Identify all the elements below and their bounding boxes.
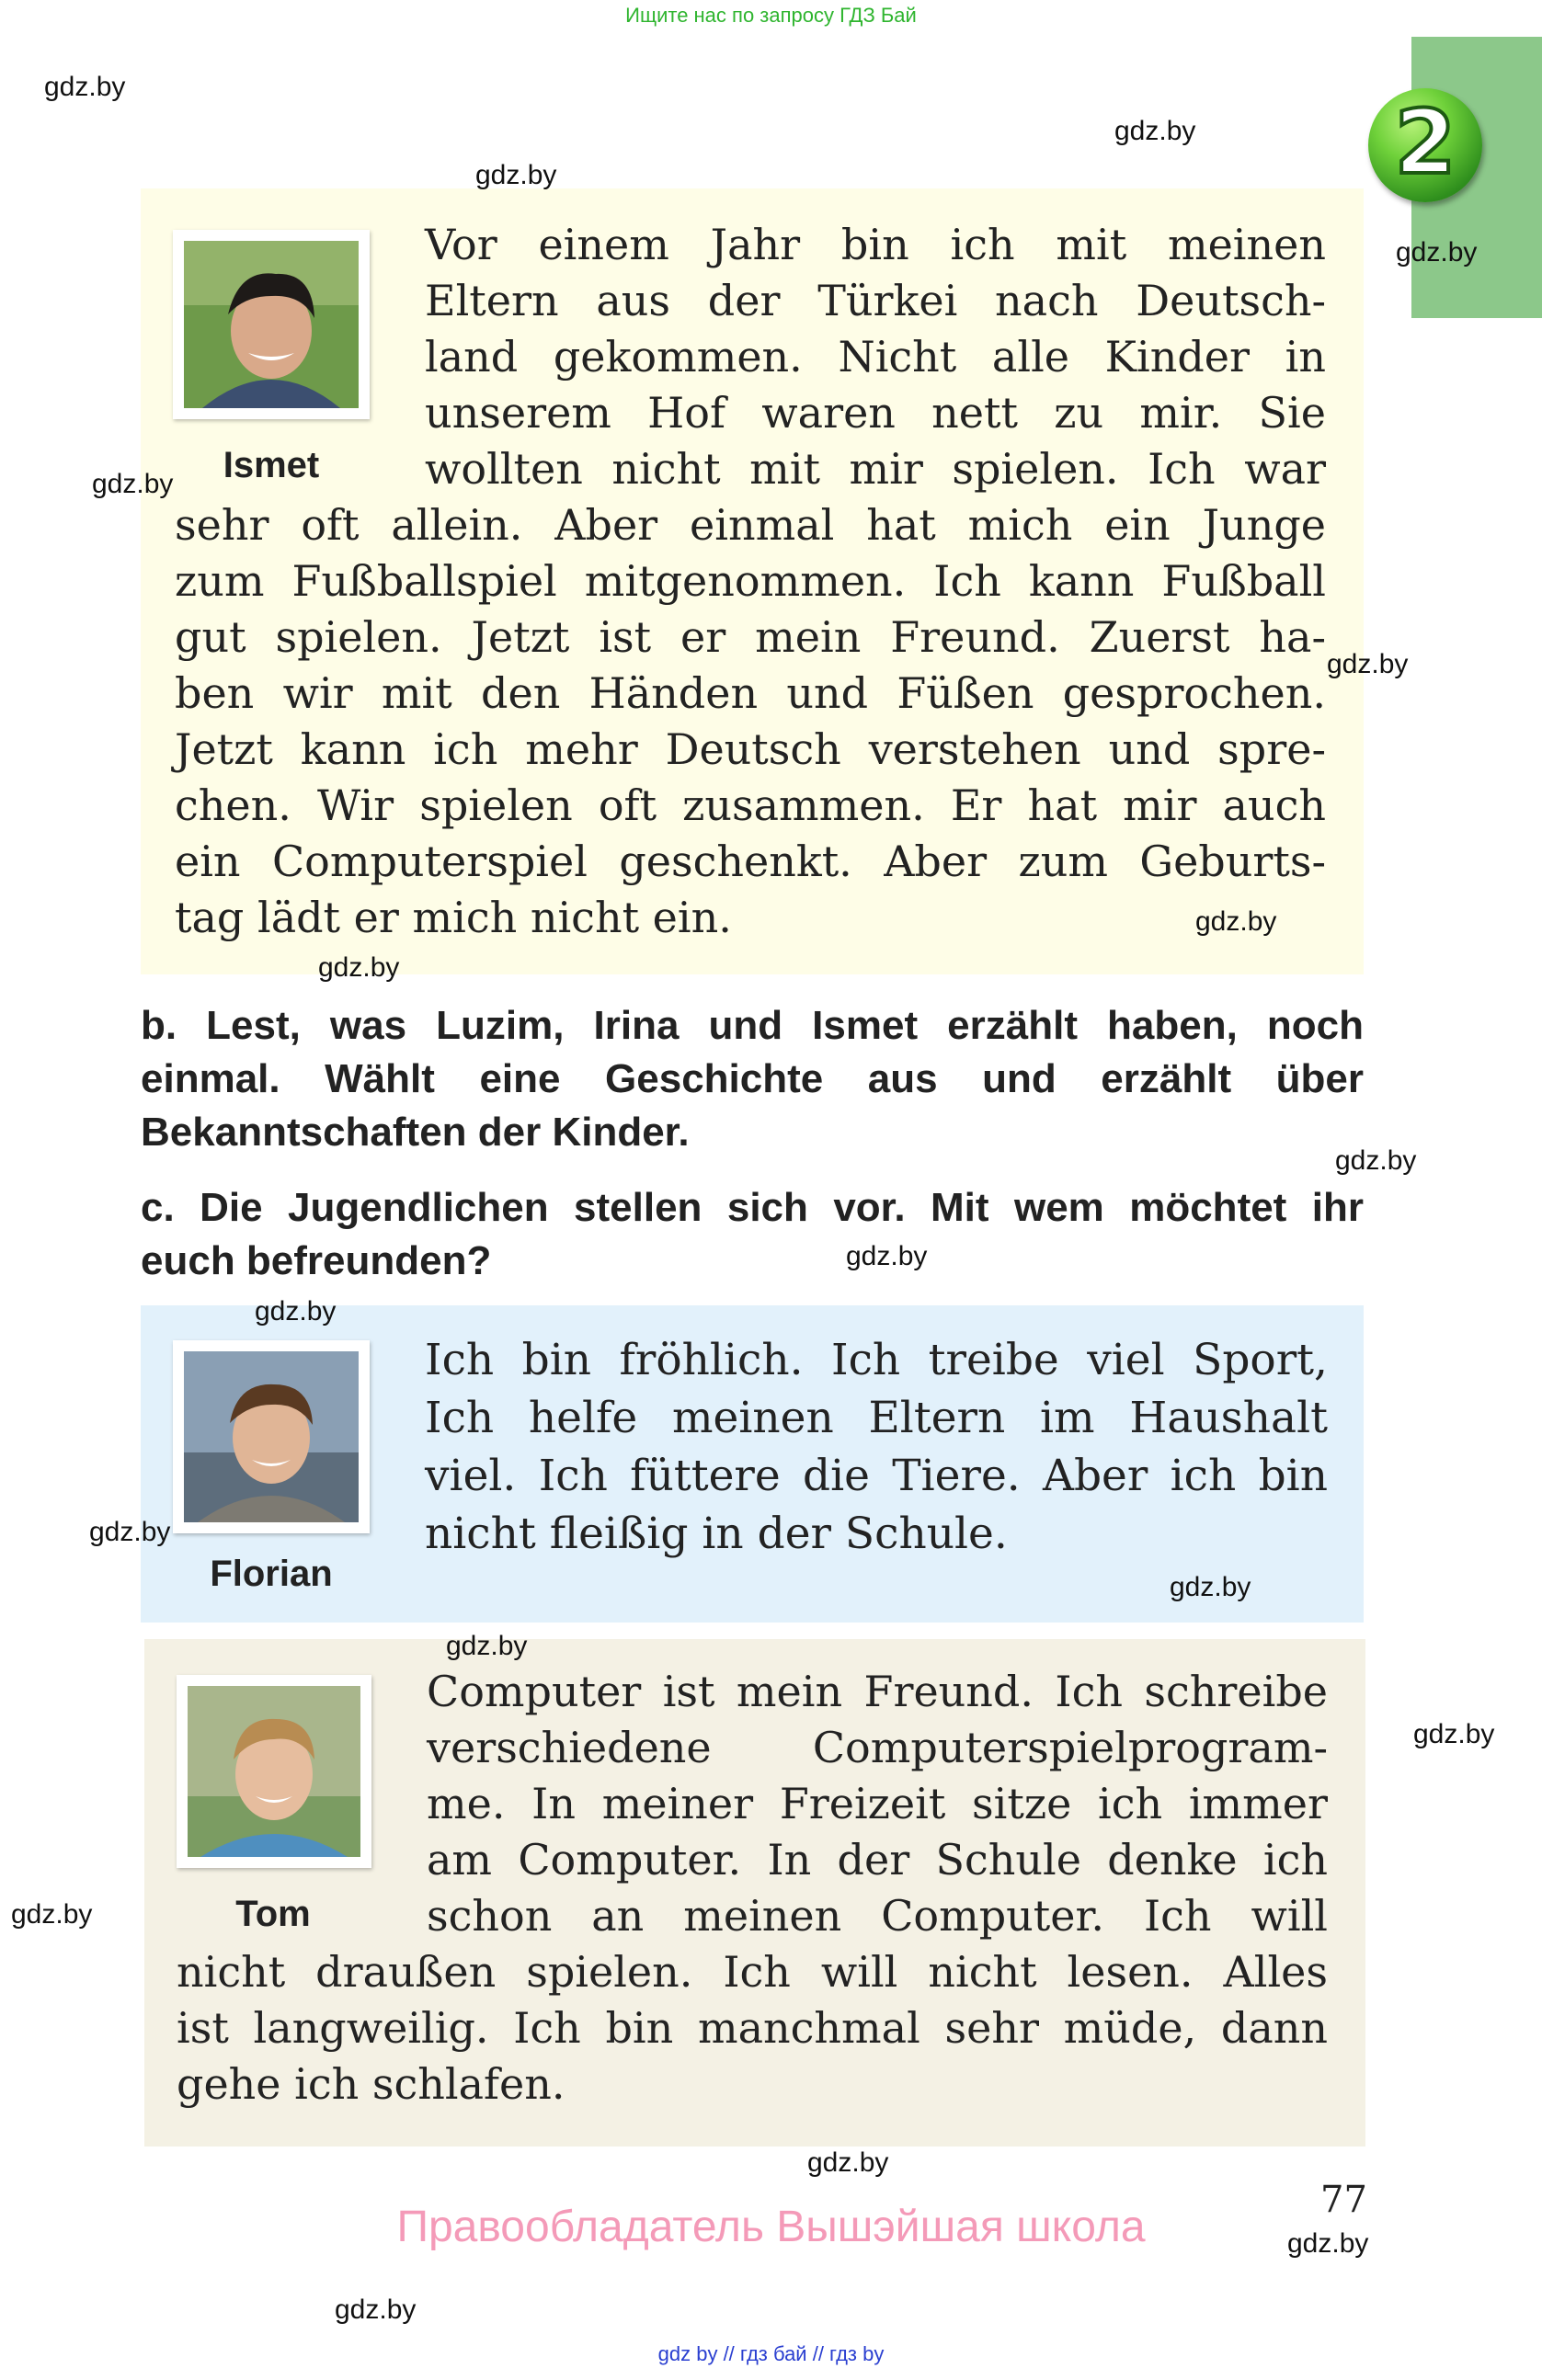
watermark: gdz.by	[92, 469, 174, 499]
copyright-notice: Правообладатель Вышэйшая школа	[396, 2203, 1146, 2251]
watermark: gdz.by	[1335, 1145, 1417, 1176]
text-line: chen. Wir spielen oft zusammen. Er hat mir auch	[175, 780, 1326, 830]
text-line: Ich helfe meinen Eltern im Haushalt	[425, 1393, 1328, 1443]
task-line: Bekanntschaften der Kinder.	[141, 1110, 690, 1155]
text-line: nicht fleißig in der Schule.	[425, 1509, 1008, 1559]
text-line: Eltern aus der Türkei nach Deutsch-	[425, 276, 1326, 325]
task-line: c. Die Jugendlichen stellen sich vor. Mit wem möchtet ihr	[141, 1185, 1364, 1230]
text-line: am Computer. In der Schule denke ich	[427, 1835, 1328, 1885]
ismet-photo	[173, 230, 370, 419]
text-line: schon an meinen Computer. Ich will	[427, 1891, 1328, 1941]
tom-portrait-image	[188, 1686, 360, 1857]
tom-name: Tom	[235, 1894, 311, 1934]
watermark: gdz.by	[475, 160, 557, 190]
watermark: gdz.by	[44, 72, 126, 102]
ismet-portrait-image	[184, 241, 359, 408]
text-line: unserem Hof waren nett zu mir. Sie	[425, 388, 1326, 438]
florian-portrait-image	[184, 1351, 359, 1522]
watermark: gdz.by	[1413, 1719, 1495, 1749]
text-line: ist langweilig. Ich bin manchmal sehr müde, dann	[177, 2003, 1328, 2053]
watermark: gdz.by	[1195, 906, 1277, 937]
chapter-badge	[1368, 88, 1482, 202]
chapter-number: 2	[1394, 91, 1456, 194]
watermark: gdz.by	[89, 1517, 171, 1547]
text-line: Ich bin fröhlich. Ich treibe viel Sport,	[425, 1335, 1328, 1385]
watermark: gdz.by	[1327, 649, 1409, 679]
text-line: me. In meiner Freizeit sitze ich immer	[427, 1779, 1328, 1828]
task-line: b. Lest, was Luzim, Irina und Ismet erzählt haben, noch	[141, 1003, 1364, 1048]
task-line: euch befreunden?	[141, 1238, 492, 1283]
florian-photo	[173, 1340, 370, 1533]
text-line: Computer ist mein Freund. Ich schreibe	[427, 1667, 1328, 1716]
watermark: gdz.by	[846, 1241, 928, 1271]
watermark: gdz.by	[1287, 2228, 1369, 2259]
text-line: tag lädt er mich nicht ein.	[175, 893, 732, 942]
text-line: wollten nicht mit mir spielen. Ich war	[425, 444, 1326, 494]
watermark: gdz.by	[446, 1631, 528, 1661]
page-number: 77	[1320, 2179, 1367, 2221]
text-line: zum Fußballspiel mitgenommen. Ich kann Fußball	[175, 556, 1326, 606]
bottom-note: gdz by // гдз бай // гдз by	[657, 2342, 885, 2365]
text-line: nicht draußen spielen. Ich will nicht lesen. Alles	[177, 1947, 1328, 1997]
text-line: verschiedene Computerspielprogram-	[427, 1723, 1328, 1772]
watermark: gdz.by	[318, 952, 400, 983]
watermark: gdz.by	[11, 1899, 93, 1930]
ismet-name: Ismet	[223, 445, 320, 485]
search-note: Ищите нас по запросу ГДЗ Бай	[625, 4, 917, 27]
text-line: ben wir mit den Händen und Füßen gesprochen.	[175, 668, 1326, 718]
tom-photo	[177, 1675, 371, 1868]
task-line: einmal. Wählt eine Geschichte aus und erzählt über	[141, 1056, 1364, 1101]
text-line: gehe ich schlafen.	[177, 2059, 565, 2109]
text-line: ein Computerspiel geschenkt. Aber zum Geburts-	[175, 837, 1326, 886]
text-line: Jetzt kann ich mehr Deutsch verstehen und spre-	[175, 724, 1326, 774]
text-line: Vor einem Jahr bin ich mit meinen	[425, 220, 1326, 269]
text-line: gut spielen. Jetzt ist er mein Freund. Zuerst ha-	[175, 612, 1326, 662]
watermark: gdz.by	[1170, 1572, 1251, 1602]
watermark: gdz.by	[1396, 237, 1478, 268]
text-line: viel. Ich füttere die Tiere. Aber ich bin	[425, 1451, 1328, 1501]
watermark: gdz.by	[807, 2147, 889, 2178]
florian-name: Florian	[210, 1554, 333, 1594]
text-line: land gekommen. Nicht alle Kinder in	[425, 332, 1326, 381]
watermark: gdz.by	[255, 1296, 337, 1327]
watermark: gdz.by	[335, 2295, 417, 2325]
watermark: gdz.by	[1114, 116, 1196, 146]
text-line: sehr oft allein. Aber einmal hat mich ein Junge	[175, 500, 1326, 550]
